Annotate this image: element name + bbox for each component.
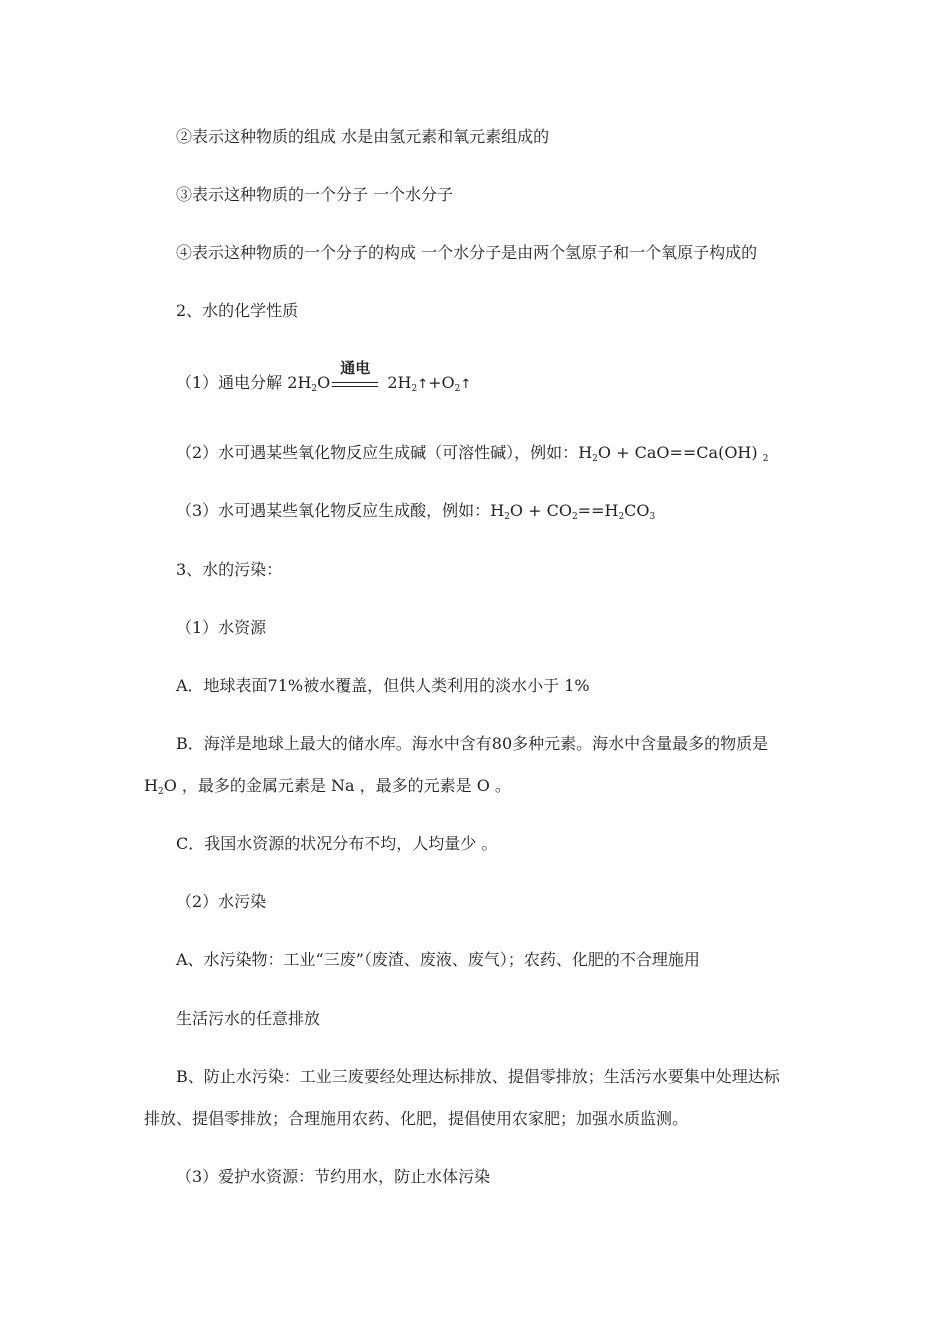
section-heading-water-pollution: 3、水的污染： — [176, 560, 283, 579]
section-heading-chemical-properties: 2、水的化学性质 — [176, 301, 299, 320]
equation-acid-formation: （3）水可遇某些氧化物反应生成酸，例如：$H_2O + CO_2==H_2CO_3$ — [176, 501, 656, 522]
text-line-one-molecule: ③表示这种物质的一个分子 一个水分子 — [176, 185, 454, 204]
text-line-sewage: 生活污水的任意排放 — [176, 1009, 321, 1028]
equation-electrolysis: （1）通电分解 $2H_2O$ 通电 $2H_2↑+O_2↑$ — [176, 358, 472, 394]
equation-base-formation: （2）水可遇某些氧化物反应生成碱（可溶性碱），例如：$H_2O + CaO==Ca(OH)$ $_2$ — [176, 443, 769, 464]
gas-arrow-icon: ↑ — [460, 377, 472, 392]
text-line-china-water: C．我国水资源的状况分布不均，人均量少 。 — [176, 834, 498, 853]
text-line-composition: ②表示这种物质的组成 水是由氢元素和氧元素组成的 — [176, 127, 550, 146]
text-line-molecule-structure: ④表示这种物质的一个分子的构成 一个水分子是由两个氢原子和一个氧原子构成的 — [176, 243, 758, 262]
text-line-ocean-continued: $H_2O$ ，最多的金属元素是 Na ，最多的元素是 O 。 — [144, 776, 511, 797]
text-line-pollutants: A、水污染物：工业“三废”（废渣、废液、废气）；农药、化肥的不合理施用 — [176, 950, 700, 969]
reaction-condition-label: 通电 — [340, 358, 371, 377]
subheading-protect-water: （3）爱护水资源：节约用水，防止水体污染 — [176, 1167, 491, 1186]
gas-arrow-icon: ↑ — [417, 377, 429, 392]
text-line-prevention: B、防止水污染：工业三废要经处理达标排放、提倡零排放；生活污水要集中处理达标 — [176, 1067, 780, 1086]
equation-electrolysis-prefix: （1）通电分解 2 — [176, 373, 298, 392]
reaction-condition-sign — [332, 358, 378, 394]
subheading-water-resources: （1）水资源 — [176, 618, 267, 637]
subheading-water-pollution: （2）水污染 — [176, 892, 267, 911]
text-line-earth-surface: A．地球表面71%被水覆盖，但供人类利用的淡水小于 1% — [176, 676, 590, 695]
text-line-ocean: B．海洋是地球上最大的储水库。海水中含有80多种元素。海水中含量最多的物质是 — [176, 734, 769, 753]
text-line-prevention-continued: 排放、提倡零排放；合理施用农药、化肥，提倡使用农家肥；加强水质监测。 — [144, 1109, 689, 1128]
